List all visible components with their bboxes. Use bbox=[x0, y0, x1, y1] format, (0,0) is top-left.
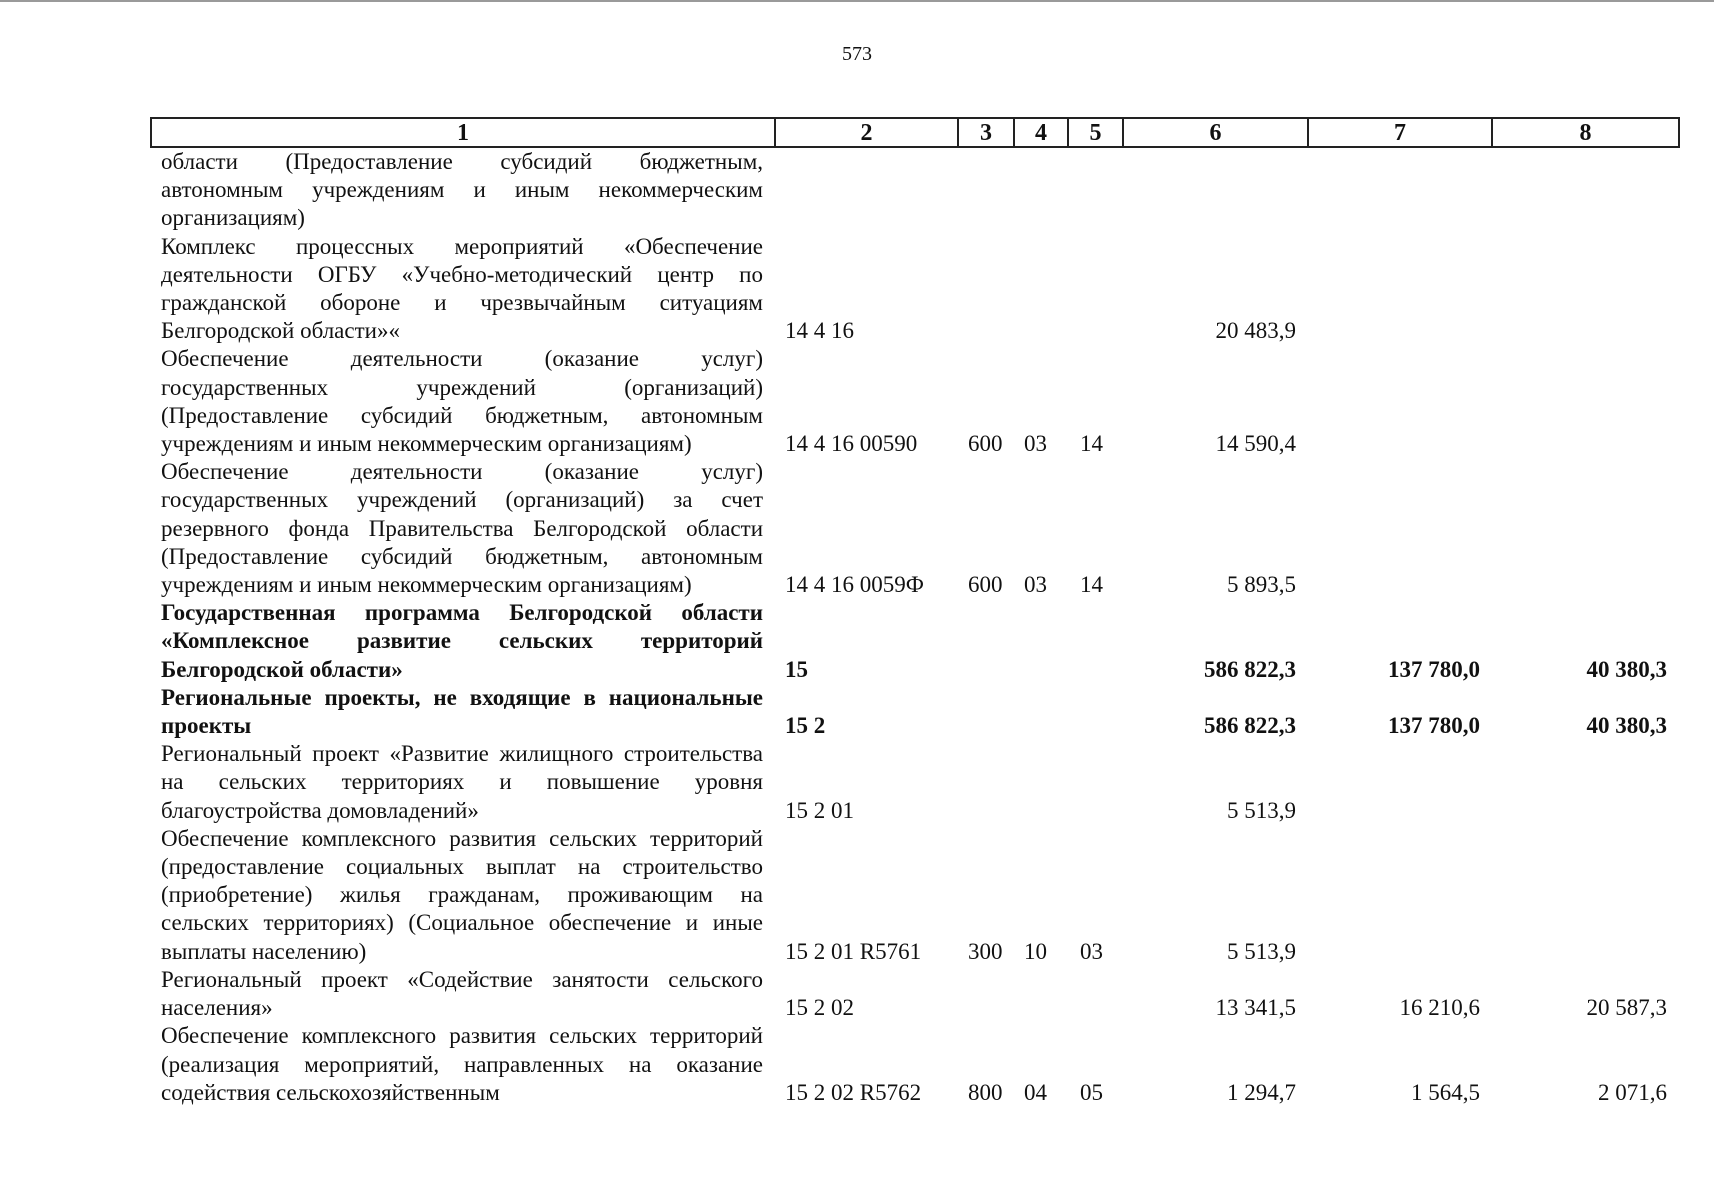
row-description: Комплекс процессных мероприятий «Обеспечение деятельности ОГБУ «Учебно-методический центр по гражданской обороне и чрезвычайным ситуациям Белгородской области»« bbox=[161, 233, 763, 344]
budget-sheet bbox=[150, 117, 1678, 1107]
row-description: области (Предоставление субсидий бюджетным, автономным учреждениям и иным некоммерческим организациям) bbox=[161, 149, 763, 231]
row-amount-col6 bbox=[1123, 147, 1308, 233]
row-expense-type: 800 bbox=[968, 1079, 1003, 1105]
row-expense-type bbox=[958, 599, 1014, 684]
column-header: 4 bbox=[1014, 118, 1068, 147]
column-header: 6 bbox=[1123, 118, 1308, 147]
row-section: 04 bbox=[1024, 1079, 1047, 1105]
table-row bbox=[151, 684, 1679, 740]
row-subsection: 03 bbox=[1080, 938, 1103, 964]
row-expense-type: 600 bbox=[968, 431, 1003, 457]
row-amount-col6: 5 893,5 bbox=[1227, 572, 1296, 598]
row-section: 03 bbox=[1024, 431, 1047, 457]
column-header: 8 bbox=[1492, 118, 1679, 147]
table-row bbox=[151, 345, 1679, 458]
column-header: 2 bbox=[775, 118, 958, 147]
row-amount-col6: 586 822,3 bbox=[1204, 656, 1296, 682]
row-section: 03 bbox=[1024, 572, 1047, 598]
row-amount-col8: 40 380,3 bbox=[1586, 656, 1667, 682]
row-code: 15 2 02 bbox=[785, 995, 854, 1021]
row-section: 10 bbox=[1024, 938, 1047, 964]
row-code: 15 2 01 R5761 bbox=[785, 938, 922, 964]
row-section bbox=[1014, 147, 1068, 233]
table-row bbox=[151, 233, 1679, 346]
row-section bbox=[1014, 684, 1068, 740]
row-amount-col7 bbox=[1308, 825, 1492, 966]
row-amount-col7: 137 780,0 bbox=[1388, 656, 1480, 682]
row-amount-col7 bbox=[1308, 740, 1492, 825]
row-description: Региональный проект «Развитие жилищного строительства на сельских территориях и повышение уровня благоустройства домовладений» bbox=[161, 741, 763, 823]
row-section bbox=[1014, 966, 1068, 1022]
row-amount-col7: 1 564,5 bbox=[1411, 1079, 1480, 1105]
row-code: 14 4 16 bbox=[785, 318, 854, 344]
row-subsection: 14 bbox=[1080, 572, 1103, 598]
row-subsection bbox=[1068, 233, 1123, 346]
row-amount-col7 bbox=[1308, 147, 1492, 233]
row-subsection bbox=[1068, 740, 1123, 825]
row-amount-col7 bbox=[1308, 233, 1492, 346]
row-section bbox=[1014, 233, 1068, 346]
column-header: 7 bbox=[1308, 118, 1492, 147]
row-amount-col7: 16 210,6 bbox=[1399, 995, 1480, 1021]
row-section bbox=[1014, 740, 1068, 825]
row-amount-col8 bbox=[1492, 740, 1679, 825]
row-amount-col6: 586 822,3 bbox=[1204, 713, 1296, 739]
table-row bbox=[151, 147, 1679, 233]
row-code bbox=[775, 147, 958, 233]
row-code: 15 2 01 bbox=[785, 797, 854, 823]
row-code: 15 2 bbox=[785, 713, 826, 739]
row-subsection: 05 bbox=[1080, 1079, 1103, 1105]
row-subsection bbox=[1068, 684, 1123, 740]
row-code: 15 bbox=[785, 656, 808, 682]
row-description: Обеспечение деятельности (оказание услуг) государственных учреждений (организаций) за счет резервного фонда Правительства Белгородской области (Предоставление субсидий бюджетным, автономным учреждениям и иным некоммерческим организациям) bbox=[161, 459, 763, 598]
row-amount-col8: 2 071,6 bbox=[1598, 1079, 1667, 1105]
row-section bbox=[1014, 599, 1068, 684]
column-header: 5 bbox=[1068, 118, 1123, 147]
row-amount-col8: 20 587,3 bbox=[1586, 995, 1667, 1021]
row-amount-col7 bbox=[1308, 458, 1492, 599]
row-amount-col6: 5 513,9 bbox=[1227, 938, 1296, 964]
table-row bbox=[151, 966, 1679, 1022]
row-amount-col7: 137 780,0 bbox=[1388, 713, 1480, 739]
table-row bbox=[151, 458, 1679, 599]
row-expense-type bbox=[958, 684, 1014, 740]
table-row bbox=[151, 599, 1679, 684]
row-amount-col6: 1 294,7 bbox=[1227, 1079, 1296, 1105]
table-row bbox=[151, 740, 1679, 825]
row-amount-col6: 5 513,9 bbox=[1227, 797, 1296, 823]
row-expense-type: 300 bbox=[968, 938, 1003, 964]
row-expense-type bbox=[958, 740, 1014, 825]
row-code: 15 2 02 R5762 bbox=[785, 1079, 922, 1105]
row-subsection bbox=[1068, 147, 1123, 233]
page-number: 573 bbox=[842, 43, 872, 65]
row-amount-col8 bbox=[1492, 345, 1679, 458]
row-description: Региональный проект «Содействие занятости сельского населения» bbox=[161, 966, 763, 1021]
row-amount-col7 bbox=[1308, 345, 1492, 458]
row-amount-col8 bbox=[1492, 233, 1679, 346]
row-amount-col8 bbox=[1492, 458, 1679, 599]
column-header: 1 bbox=[151, 118, 775, 147]
row-amount-col6: 20 483,9 bbox=[1215, 318, 1296, 344]
row-code: 14 4 16 0059Ф bbox=[785, 572, 924, 598]
table-row bbox=[151, 825, 1679, 966]
row-subsection: 14 bbox=[1080, 431, 1103, 457]
row-expense-type bbox=[958, 147, 1014, 233]
row-expense-type bbox=[958, 966, 1014, 1022]
row-expense-type: 600 bbox=[968, 572, 1003, 598]
row-description: Обеспечение комплексного развития сельских территорий (предоставление социальных выплат на строительство (приобретение) жилья гражданам, проживающим на сельских территориях) (Социальное обеспечение и иные выплаты населению) bbox=[161, 825, 763, 964]
row-code: 14 4 16 00590 bbox=[785, 431, 918, 457]
row-amount-col6: 13 341,5 bbox=[1215, 995, 1296, 1021]
top-border-line bbox=[0, 0, 1714, 8]
header-row bbox=[151, 118, 1679, 147]
row-subsection bbox=[1068, 599, 1123, 684]
table-row bbox=[151, 1022, 1679, 1107]
row-amount-col8: 40 380,3 bbox=[1586, 713, 1667, 739]
row-amount-col6: 14 590,4 bbox=[1215, 431, 1296, 457]
row-description: Государственная программа Белгородской области «Комплексное развитие сельских территорий Белгородской области» bbox=[161, 600, 763, 682]
row-description: Региональные проекты, не входящие в национальные проекты bbox=[161, 684, 763, 739]
row-description: Обеспечение деятельности (оказание услуг) государственных учреждений (организаций) (Предоставление субсидий бюджетным, автономным учреждениям и иным некоммерческим организациям) bbox=[161, 346, 763, 457]
row-description: Обеспечение комплексного развития сельских территорий (реализация мероприятий, направленных на оказание содействия сельскохозяйственным bbox=[161, 1023, 763, 1105]
column-header: 3 bbox=[958, 118, 1014, 147]
budget-table bbox=[150, 117, 1680, 1107]
row-subsection bbox=[1068, 966, 1123, 1022]
row-amount-col8 bbox=[1492, 825, 1679, 966]
row-expense-type bbox=[958, 233, 1014, 346]
row-amount-col8 bbox=[1492, 147, 1679, 233]
